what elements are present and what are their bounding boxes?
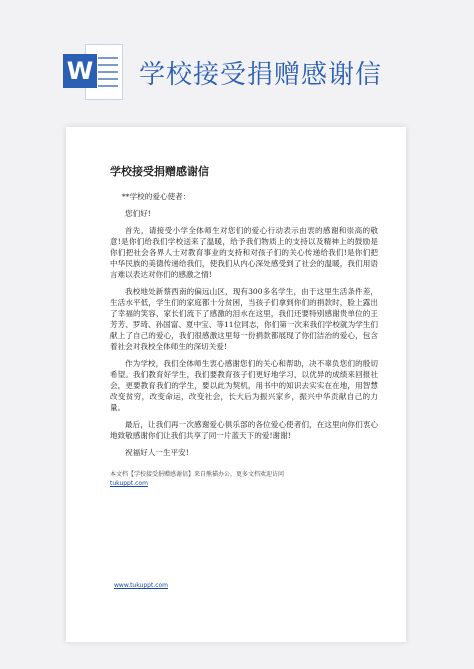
word-document-icon — [63, 44, 123, 102]
footer-note-text: 本文档【学校接受捐赠感谢信】来自熊猫办公，更多文档欢迎访问 — [110, 471, 285, 478]
paragraph-1: 首先，请接受小学全体师生对您们的爱心行动表示由衷的感谢和崇高的敬意!是你们给我们学校送来了温暖，给予我们物质上的支持以及精神上的鼓励是你们把社会各界人士对教育事业的支持和对孩子们的关心传递给我们!是你们把中华民族的美德传递给我们，使我们从内心深处感受到了社会的温暖，我们用语言难以表达对你们的感激之情! — [110, 226, 378, 279]
word-badge: W — [63, 54, 97, 88]
page-title: 学校接受捐赠感谢信 — [139, 60, 383, 90]
footer-note — [110, 470, 378, 488]
paragraph-3: 作为学校，我们全体师生衷心感谢您们的关心和帮助，决不辜负您们的殷切希望。我们教育好学生，我们要教育孩子们更好地学习，以优异的成绩来回报社会，更要教育我们的学生，要以此为契机，用书中的知识去实实在在地，用智慧改变贫穷，改变命运，改变社会，长大后为振兴家乡，振兴中华贡献自己的力量。 — [110, 359, 378, 412]
page-header — [0, 0, 474, 105]
closing: 祝福好人一生平安! — [125, 448, 189, 457]
paragraph-4: 最后，让我们再一次感谢爱心俱乐部的各位爱心使者们，在这里向你们衷心地致敬感谢你们让我们共享了同一片蓝天下的爱!谢谢! — [110, 420, 378, 440]
document-page — [66, 127, 406, 642]
document-content — [110, 165, 378, 488]
document-title: 学校接受捐赠感谢信 — [110, 165, 209, 178]
paragraph-2: 我校地处新蔡西南的偏远山区，现有300多名学生，由于这里生活条件差，生活水平低，学生们的家庭都十分贫困，当孩子们拿到你们的捐款时，脸上露出了幸福的笑容，家长们流下了感激的泪水在这里，我们还要特别感谢贵单位的王芳芳、罗琦、孙国富、夏中宝、等11位同志，你们第一次来我们学校就为学生们献上了自己的爱心，我们很感激这里每一份捐款都展现了你们洁治的爱心，包含着社会对我校全体师生的深切关爱! — [110, 287, 378, 351]
salutation: **学校的爱心使者： — [122, 192, 191, 201]
bottom-link[interactable]: www.tukuppt.com — [114, 582, 169, 589]
greeting: 您们好! — [125, 209, 151, 218]
footer-link[interactable]: tukuppt.com — [110, 480, 148, 487]
